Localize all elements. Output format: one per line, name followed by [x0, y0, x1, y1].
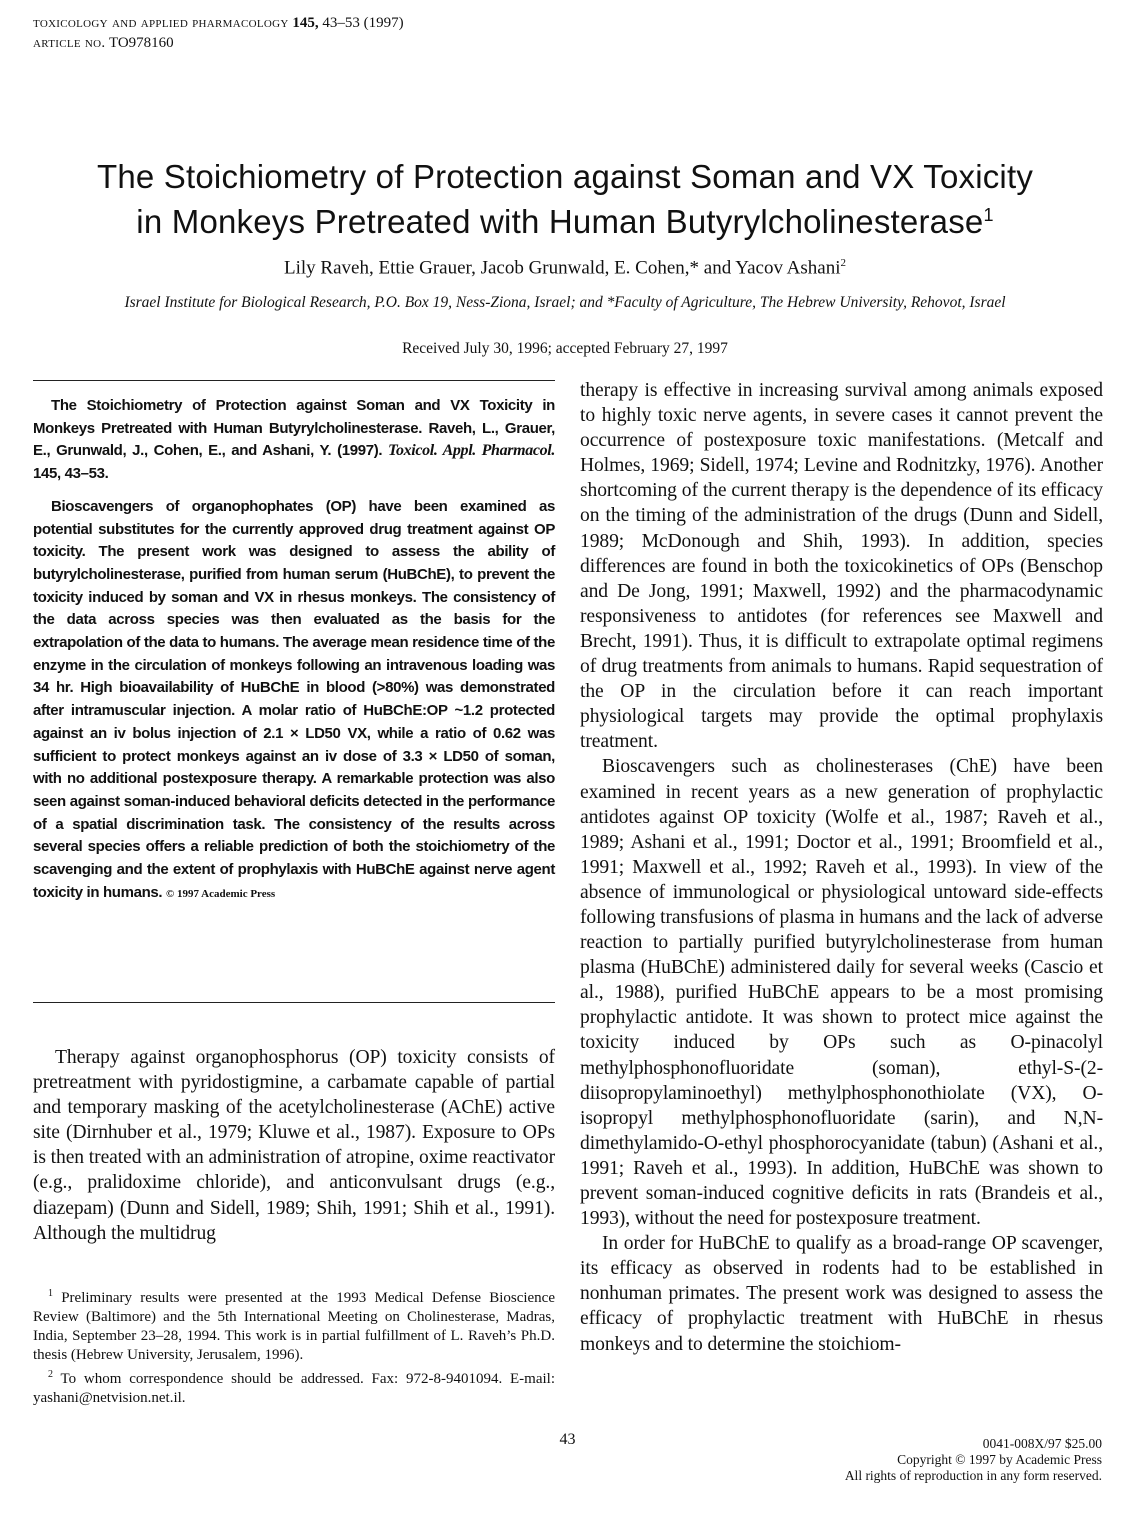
body-paragraph: In order for HuBChE to qualify as a broad-range OP scavenger, its efficacy as observed in rodents had to be established in nonhuman primates. The present work was designed to assess the efficacy of prophylactic treatment with HuBChE in rhesus monkeys and to determine the stoichiom-	[580, 1233, 1103, 1355]
body-left-column	[33, 1045, 555, 1246]
article-title	[0, 158, 1130, 241]
price-code: 0041-008X/97 $25.00	[982, 1436, 1102, 1451]
title-line-2: in Monkeys Pretreated with Human Butyrylcholinesterase	[136, 203, 984, 240]
footnote-1-mark: 1	[48, 1288, 53, 1299]
abstract	[33, 395, 555, 905]
copyright-block	[845, 1436, 1102, 1484]
journal-name: toxicology and applied pharmacology	[33, 15, 289, 31]
rights-line: All rights of reproduction in any form reserved.	[844, 1468, 1102, 1483]
received-dates: Received July 30, 1996; accepted February 27, 1997	[402, 340, 728, 357]
footnote-1	[33, 1284, 555, 1365]
abstract-top-rule	[33, 380, 555, 381]
journal-volume: 145,	[292, 15, 319, 31]
body-paragraph: therapy is effective in increasing survival among animals exposed to highly toxic nerve agents, in severe cases it cannot prevent the occurrence of postexposure toxic manifestations. (Metcalf and Holmes, 1969; Sidell, 1974; Levine and Rodnitzky, 1976). Another shortcoming of the current therapy is the dependence of its efficacy on the timing of the administration of the drugs (Dunn and Sidell, 1989; McDonough and Shih, 1993). In addition, species differences are found in both the toxicokinetics of OPs (Benschop and De Jong, 1991; Maxwell, 1992) and the pharmacodynamic responsiveness to antidotes (for references see Maxwell and Brecht, 1991). Thus, it is difficult to extrapolate optimal regimens of drug treatments from animals to humans. Rapid sequestration of the OP in the circulation before it can reach important physiological targets may provide the optimal prophylaxis treatment.	[580, 380, 1103, 753]
body-paragraph: Bioscavengers such as cholinesterases (ChE) have been examined in recent years as a new generation of prophylactic antidotes against OP toxicity (Wolfe et al., 1987; Raveh et al., 1989; Ashani et al., 1991; Doctor et al., 1991; Broomfield et al., 1991; Maxwell et al., 1992; Raveh et al., 1993). In view of the absence of immunological or physiological untoward side-effects following transfusions of plasma in humans and the lack of adverse reaction to partially purified butyrylcholinesterase from human plasma (HuBChE) administered daily for several weeks (Cascio et al., 1988), purified HuBChE appears to be a most promising prophylactic antidote. It was shown to protect mice against the toxicity induced by OPs such as O-pinacolyl methylphosphonofluoridate (soman), ethyl-S-(2-diisopropylaminoethyl) methylphosphonothiolate (VX), O-isopropyl methylphosphonofluoridate (sarin), and N,N-dimethylamido-O-ethyl phosphorocyanidate (tabun) (Ashani et al., 1991; Raveh et al., 1993). In addition, HuBChE was shown to prevent soman-induced cognitive deficits in rats (Brandeis et al., 1993), without the need for postexposure treatment.	[580, 756, 1103, 1230]
footnotes	[33, 1284, 555, 1408]
affiliation: Israel Institute for Biological Research, P.O. Box 19, Ness-Ziona, Israel; and *Faculty of Agriculture, The Hebrew University, Rehovot, Israel	[124, 294, 1006, 311]
title-line-1: The Stoichiometry of Protection against Soman and VX Toxicity	[96, 158, 1034, 195]
authors-text: Lily Raveh, Ettie Grauer, Jacob Grunwald, E. Cohen,* and Yacov Ashani	[284, 257, 841, 279]
body-paragraph: Therapy against organophosphorus (OP) toxicity consists of pretreatment with pyridostigmine, a carbamate capable of partial and temporary masking of the acetylcholinesterase (AChE) active site (Dirnhuber et al., 1979; Kluwe et al., 1987). Exposure to OPs is then treated with an administration of atropine, oxime reactivator (e.g., pralidoxime chloride), and anticonvulsant drugs (e.g., diazepam) (Dunn and Sidell, 1989; Shih, 1991; Shih et al., 1991). Although the multidrug	[33, 1047, 555, 1244]
article-number: TO978160	[108, 35, 174, 51]
journal-pages: 43–53 (1997)	[322, 15, 404, 31]
body-right-column	[580, 378, 1103, 1357]
copyright-line: Copyright © 1997 by Academic Press	[897, 1452, 1102, 1467]
article-number-label: article no.	[33, 35, 106, 51]
footnote-2-text: To whom correspondence should be addressed. Fax: 972-8-9401094. E-mail: yashani@netvision.net.il.	[33, 1371, 555, 1406]
title-footnote-mark: 1	[983, 205, 994, 225]
author-footnote-mark: 2	[840, 257, 846, 269]
abstract-bottom-rule	[33, 1002, 555, 1003]
running-header	[33, 13, 404, 53]
abstract-citation-volume: 145, 43–53.	[33, 465, 109, 483]
abstract-body	[33, 496, 555, 906]
page-number: 43	[559, 1431, 576, 1448]
footnote-1-text: Preliminary results were presented at the 1993 Medical Defense Bioscience Review (Baltimore) and the 5th International Meeting on Cholinesterase, Madras, India, September 23–28, 1994. This work is in partial fulfillment of L. Raveh’s Ph.D. thesis (Hebrew University, Jerusalem, 1996).	[33, 1290, 555, 1363]
abstract-citation-text: The Stoichiometry of Protection against Soman and VX Toxicity in Monkeys Pretreated with Human Butyrylcholinesterase. Raveh, L., Grauer, E., Grunwald, J., Cohen, E., and Ashani, Y. (1997).	[33, 397, 555, 460]
abstract-citation	[33, 395, 555, 486]
abstract-body-text: Bioscavengers of organophophates (OP) have been examined as potential substitutes for the currently approved drug treatment against OP toxicity. The present work was designed to assess the ability of butyrylcholinesterase, purified from human serum (HuBChE), to prevent the toxicity induced by soman and VX in rhesus monkeys. The consistency of the data across species was then evaluated as the basis for the extrapolation of the data to humans. The average mean residence time of the enzyme in the circulation of monkeys following an intravenous loading was 34 hr. High bioavailability of HuBChE in blood (>80%) was demonstrated after intramuscular injection. A molar ratio of HuBChE:OP ~1.2 protected against an iv bolus injection of 2.1 × LD50 VX, while a ratio of 0.62 was sufficient to protect monkeys against an iv dose of 3.3 × LD50 of soman, with no additional postexposure therapy. A remarkable protection was also seen against soman-induced behavioral deficits detected in the performance of a spatial discrimination task. The consistency of the results across several species offers a reliable prediction of both the stoichiometry of the scavenging and the extent of prophylaxis with HuBChE against nerve agent toxicity in humans.	[33, 497, 555, 901]
footnote-2	[33, 1365, 555, 1408]
footnote-2-mark: 2	[48, 1369, 53, 1380]
author-list	[0, 257, 1130, 279]
abstract-citation-journal: Toxicol. Appl. Pharmacol.	[388, 442, 555, 460]
abstract-copyright: © 1997 Academic Press	[166, 887, 276, 900]
